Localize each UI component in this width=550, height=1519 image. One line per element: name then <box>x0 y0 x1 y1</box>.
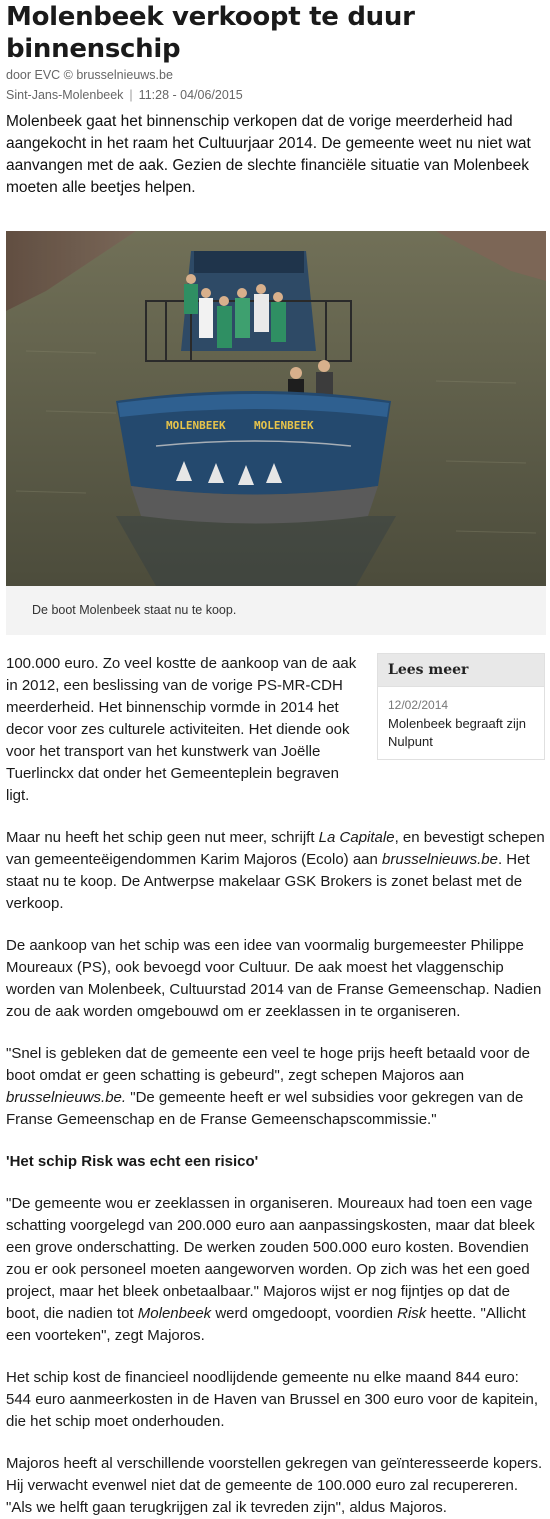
paragraph-3: De aankoop van het schip was een idee van voormalig burgemeester Philippe Moureaux (PS), ook bevoegd voor Cultuur. De aak moest het vlaggenschip worden van Molenbeek, Cultuurstad 2014 van de Franse Gemeenschap. Nadien zou de aak worden omgebouwd om er zeeklassen in te organiseren. <box>6 937 542 1020</box>
ship-name-right: MOLENBEEK <box>254 419 314 432</box>
subheading: 'Het schip Risk was echt een risico' <box>6 1153 259 1170</box>
paragraph-6: Het schip kost de financieel noodlijdende gemeente nu elke maand 844 euro: 544 euro aanmeerkosten in de Haven van Brussel en 300 euro voor de kapitein, die het schip moet onderhouden. <box>6 1369 539 1430</box>
byline: door EVC © brusselnieuws.be <box>6 68 173 82</box>
article-meta <box>6 85 545 105</box>
location-link[interactable]: Sint-Jans-Molenbeek <box>6 88 124 102</box>
article-figure <box>6 231 545 635</box>
paragraph-4: "Snel is gebleken dat de gemeente een veel te hoge prijs heeft betaald voor de boot omdat er geen schatting is gebeurd", zegt schepen Majoros aan brusselnieuws.be. "De gemeente heeft er wel subsidies voor gekregen van de Franse Gemeenschap en de Franse Gemeenschapscommissie." <box>6 1045 531 1128</box>
article-lead: Molenbeek gaat het binnenschip verkopen dat de vorige meerderheid had aangekocht in het raam het Cultuurjaar 2014. De gemeente weet nu niet wat aanvangen met de aak. Gezien de slechte financiële situatie van Molenbeek moeten alle beetjes helpen. <box>6 113 531 196</box>
article-title: Molenbeek verkoopt te duur binnenschip <box>6 2 415 64</box>
meta-separator: | <box>129 88 133 102</box>
read-more-date: 12/02/2014 <box>388 698 449 712</box>
paragraph-2: Maar nu heeft het schip geen nut meer, schrijft La Capitale, en bevestigt schepen van gemeenteëigendommen Karim Majoros (Ecolo) aan brusselnieuws.be. Het staat nu te koop. De Antwerpse makelaar GSK Brokers is zonet belast met de verkoop. <box>6 829 545 912</box>
read-more-item[interactable] <box>378 686 544 759</box>
photo-caption: De boot Molenbeek staat nu te koop. <box>6 586 546 635</box>
read-more-link[interactable]: Molenbeek begraaft zijn Nulpunt <box>388 716 527 749</box>
boat-illustration <box>6 231 546 586</box>
paragraph-5: "De gemeente wou er zeeklassen in organiseren. Moureaux had toen een vage schatting voorgelegd van 200.000 euro aan aanpassingskosten, maar dat bleek een grove onderschatting. De werken zouden 500.000 euro kosten. Bovendien zou er ook personeel moeten aangeworven worden. Op zich was het een goed project, maar het bleek onbetaalbaar." Majoros wijst er nog fijntjes op dat de boot, die nadien tot Molenbeek werd omgedoopt, voordien Risk heette. "Allicht een voorteken", zegt Majoros. <box>6 1195 535 1344</box>
article-body <box>6 653 545 1519</box>
paragraph-7: Majoros heeft al verschillende voorstellen gekregen van geïnteresseerde kopers. Hij verwacht evenwel niet dat de gemeente de 100.000 euro zal recupereren. "Als we helft gaan terugkrijgen zal ik tevreden zijn", aldus Majoros. <box>6 1455 543 1516</box>
article-photo[interactable] <box>6 231 546 586</box>
paragraph-1: 100.000 euro. Zo veel kostte de aankoop van de aak in 2012, een beslissing van de vorige PS-MR-CDH meerderheid. Het binnenschip vormde in 2014 het decor voor zes culturele activiteiten. Het diende ook voor het transport van het kunstwerk van Joëlle Tuerlinckx dat onder het Gemeenteplein begraven ligt. <box>6 655 357 804</box>
read-more-heading: Lees meer <box>378 654 544 686</box>
ship-name-left: MOLENBEEK <box>166 419 226 432</box>
publish-datetime: 11:28 - 04/06/2015 <box>138 88 243 102</box>
read-more-box <box>377 653 545 760</box>
